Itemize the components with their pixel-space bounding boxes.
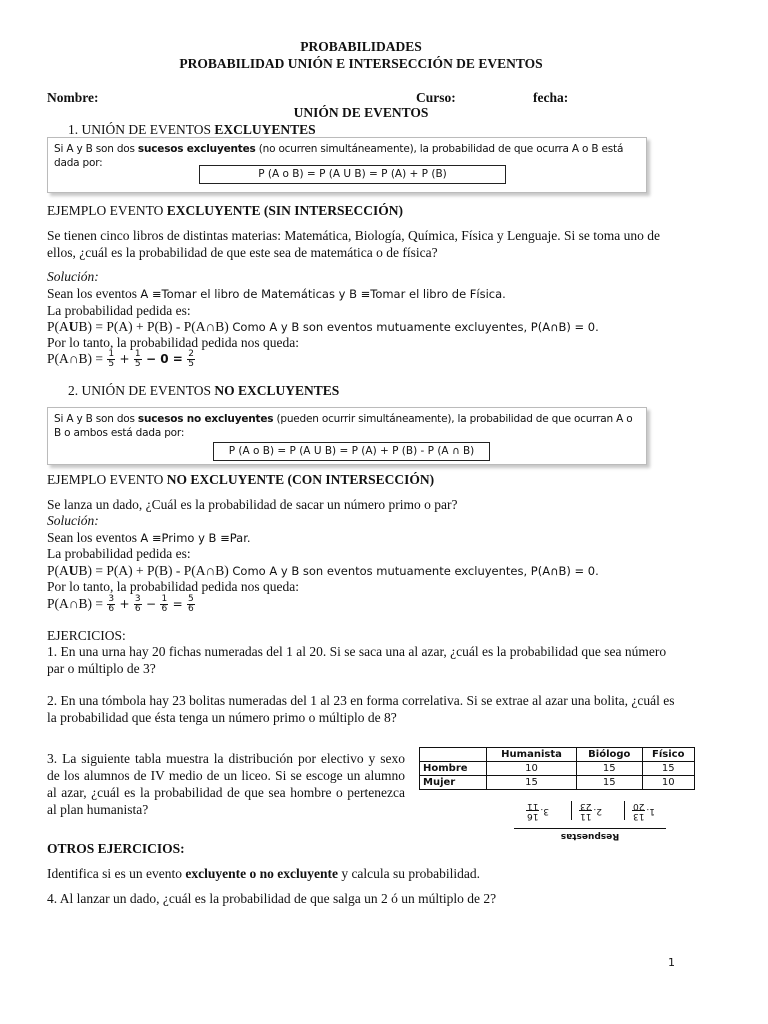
- otros-b: excluyente o no excluyente: [185, 866, 338, 881]
- otros-instruction: [47, 865, 480, 882]
- example-2-heading: [47, 471, 434, 488]
- table-row-label: Mujer: [420, 776, 487, 790]
- def2-a: Si A y B son dos: [54, 413, 138, 425]
- ex2-heading-pre: EJEMPLO EVENTO: [47, 472, 167, 487]
- answer-item: [571, 802, 602, 821]
- ex2-result-prefix: P(A∩B) =: [47, 596, 103, 611]
- table-row-label: Hombre: [420, 762, 487, 776]
- ex1-frac-2: $\frac{1}{5}$: [134, 349, 141, 370]
- section-2-heading: [68, 382, 339, 399]
- ex1-frac-1: $\frac{1}{5}$: [108, 349, 115, 370]
- ex1-result-prefix: P(A∩B) =: [47, 351, 103, 366]
- ex1-l3-d: Como A y B son eventos mutuamente excluyentes, P(A∩B) = 0.: [228, 320, 599, 334]
- ex1-events-b: A ≡Tomar el libro de Matemáticas y B ≡Tomar el libro de Física.: [140, 287, 506, 301]
- ex1-frac-3: $\frac{2}{5}$: [188, 349, 194, 370]
- answer-fraction: 16 11: [526, 801, 539, 822]
- distribution-table: [419, 747, 695, 790]
- example-2-problem: Se lanza un dado, ¿Cuál es la probabilidad de sacar un número primo o par?: [47, 497, 458, 512]
- example-1-problem: Se tienen cinco libros de distintas materias: Matemática, Biología, Química, Física y Lenguaje. Si se toma uno de ellos, ¿cuál es la probabilidad de que este sea de matemática o de física?: [47, 228, 660, 260]
- answer-item: [525, 802, 549, 821]
- table-header-cell: Biólogo: [577, 748, 643, 762]
- ex2-events-a: Sean los eventos: [47, 530, 141, 545]
- exercises-heading: EJERCICIOS:: [47, 628, 126, 643]
- example-1-heading: [47, 202, 403, 219]
- def1-c: (no ocurren simultáneamente), la probabilidad de que ocurra A o B está dada por:: [54, 143, 624, 169]
- fecha-label: fecha:: [533, 90, 569, 105]
- ex2-op2: −: [146, 597, 157, 611]
- example-1-result: [47, 350, 196, 369]
- example-2-line2: La probabilidad pedida es:: [47, 546, 191, 561]
- ex1-heading-pre: EJEMPLO EVENTO: [47, 203, 167, 218]
- section-1-heading: [68, 121, 316, 138]
- nombre-label: Nombre:: [47, 90, 99, 105]
- answer-number: 1.: [646, 806, 656, 816]
- answer-item: [624, 802, 655, 821]
- exercise-1: 1. En una urna hay 20 fichas numeradas del 1 al 20. Si se saca una al azar, ¿cuál es la probabilidad que sea número par o múltiplo de 3?: [47, 644, 667, 676]
- answer-number: 2.: [593, 806, 603, 816]
- example-2-result: [47, 595, 196, 614]
- table-cell: 15: [487, 776, 577, 790]
- section-2-heading-pre: 2. UNIÓN DE EVENTOS: [68, 383, 215, 398]
- answer-number: 3.: [540, 806, 550, 816]
- ex2-heading-bold: NO EXCLUYENTE (CON INTERSECCIÓN): [166, 472, 435, 487]
- ex2-op3: =: [172, 597, 183, 611]
- example-1-line4: Por lo tanto, la probabilidad pedida nos queda:: [47, 335, 299, 350]
- ex2-frac-1: $\frac{3}{6}$: [108, 594, 115, 615]
- curso-label: Curso:: [416, 90, 456, 105]
- answer-fraction: 13 20: [632, 801, 645, 822]
- ex1-events-a: Sean los eventos: [47, 286, 141, 301]
- ex2-frac-2: $\frac{3}{6}$: [134, 594, 141, 615]
- example-2-solucion: Solución:: [47, 513, 99, 528]
- doc-title: PROBABILIDADES: [300, 39, 422, 54]
- exercise-4: 4. Al lanzar un dado, ¿cuál es la probabilidad de que salga un 2 ó un múltiplo de 2?: [47, 891, 497, 906]
- section-1-heading-bold: EXCLUYENTES: [214, 122, 316, 137]
- def1-a: Si A y B son dos: [54, 143, 138, 155]
- otros-heading: OTROS EJERCICIOS:: [47, 841, 185, 856]
- table-cell: 10: [642, 776, 694, 790]
- ex2-l3-d: Como A y B son eventos mutuamente excluyentes, P(A∩B) = 0.: [228, 564, 599, 578]
- page-number: 1: [668, 956, 675, 969]
- ex1-l3-b: U: [68, 319, 79, 334]
- table-cell: 10: [487, 762, 577, 776]
- table-header-row: [420, 748, 695, 762]
- ex2-frac-4: $\frac{5}{6}$: [188, 594, 194, 615]
- table-header-cell: Físico: [642, 748, 694, 762]
- definition-text-no-excluyentes: [48, 408, 646, 444]
- ex1-l3-a: P(A: [47, 319, 69, 334]
- answer-fraction: 11 23: [579, 801, 592, 822]
- table-header-cell: Humanista: [487, 748, 577, 762]
- formula-excluyentes: P (A o B) = P (A U B) = P (A) + P (B): [199, 165, 506, 184]
- exercise-3: 3. La siguiente tabla muestra la distribución por electivo y sexo de los alumnos de IV medio de un liceo. Si se escoge un alumno al azar, ¿cuál es la probabilidad de que sea hombre o pertenezca al plan humanista?: [47, 751, 405, 817]
- ex2-op1: +: [119, 597, 130, 611]
- exercise-2: 2. En una tómbola hay 23 bolitas numeradas del 1 al 23 en forma correlativa. Si se extrae al azar una bolita, ¿cuál es la probabilidad que ésta tenga un número primo o múltiplo de 8?: [47, 693, 675, 725]
- table-cell: 15: [577, 776, 643, 790]
- ex2-frac-3: $\frac{1}{6}$: [161, 594, 168, 615]
- ex1-op2: − 0 =: [146, 352, 183, 366]
- table-header-cell: [420, 748, 487, 762]
- table-cell: 15: [577, 762, 643, 776]
- example-1-events: [47, 285, 506, 303]
- ex1-l3-c: B) = P(A) + P(B) - P(A∩B): [78, 319, 229, 334]
- example-1-solucion: Solución:: [47, 269, 99, 284]
- example-1-line2: La probabilidad pedida es:: [47, 303, 191, 318]
- def1-b: sucesos excluyentes: [137, 143, 256, 155]
- otros-a: Identifica si es un evento: [47, 866, 186, 881]
- def2-c: (pueden ocurrir simultáneamente), la probabilidad de que ocurran A o B o ambos está dada por:: [54, 413, 633, 439]
- section-2-heading-bold: NO EXCLUYENTES: [214, 383, 340, 398]
- ex1-op1: +: [119, 352, 130, 366]
- ex2-l3-b: U: [68, 563, 79, 578]
- table-row: [420, 776, 695, 790]
- otros-c: y calcula su probabilidad.: [337, 866, 481, 881]
- table-cell: 15: [642, 762, 694, 776]
- example-2-line4: Por lo tanto, la probabilidad pedida nos queda:: [47, 579, 299, 594]
- answers-box: [514, 794, 666, 842]
- doc-subtitle: PROBABILIDAD UNIÓN E INTERSECCIÓN DE EVENTOS: [179, 56, 543, 71]
- ex2-l3-a: P(A: [47, 563, 69, 578]
- ex2-events-b: A ≡Primo y B ≡Par.: [140, 531, 251, 545]
- section-title: UNIÓN DE EVENTOS: [293, 105, 429, 120]
- table-row: [420, 762, 695, 776]
- ex2-l3-c: B) = P(A) + P(B) - P(A∩B): [78, 563, 229, 578]
- section-1-heading-pre: 1. UNIÓN DE EVENTOS: [68, 122, 215, 137]
- answers-list: [514, 794, 666, 828]
- answers-label: Respuestas: [514, 828, 666, 842]
- ex1-heading-bold: EXCLUYENTE (SIN INTERSECCIÓN): [166, 203, 404, 218]
- formula-no-excluyentes: P (A o B) = P (A U B) = P (A) + P (B) - P (A ∩ B): [213, 442, 490, 461]
- def2-b: sucesos no excluyentes: [137, 413, 274, 425]
